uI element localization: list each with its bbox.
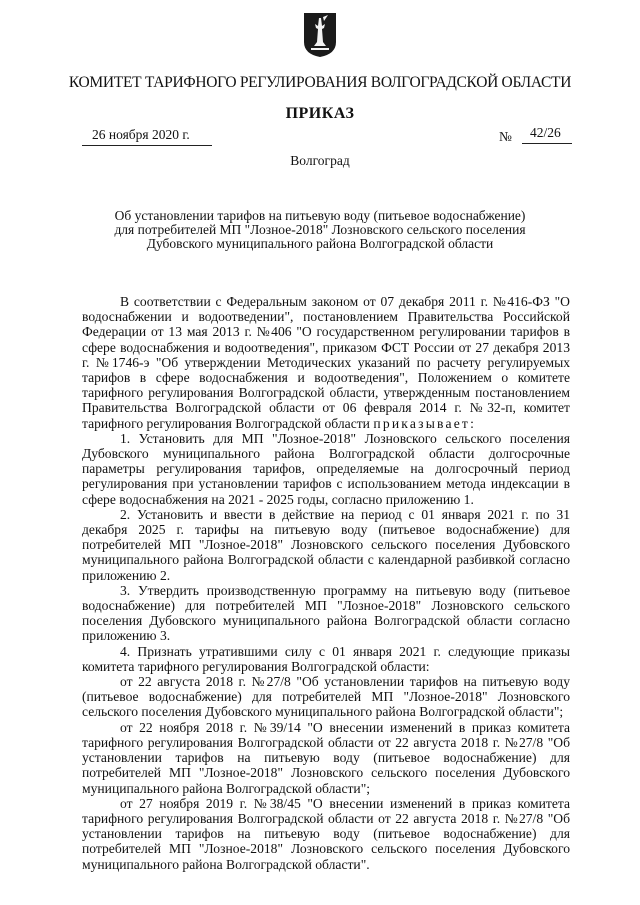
number-sign: № [499, 129, 512, 144]
order-item-4: 4. Признать утратившими силу с 01 января 2021 г. следующие приказы комитета тарифного регулирования Волгоградской области: [82, 643, 570, 674]
order-item-3: 3. Утвердить производственную программу на питьевую воду (питьевое водоснабжение) для потребителей МП "Лозное-2018" Лозновского сельского поселения Дубовского муниципального района Волгоградской области согласно приложению 3. [82, 582, 570, 644]
organization-name: КОМИТЕТ ТАРИФНОГО РЕГУЛИРОВАНИЯ ВОЛГОГРАДСКОЙ ОБЛАСТИ [68, 74, 572, 91]
preamble-paragraph [82, 294, 570, 431]
document-body [82, 294, 570, 872]
document-title [60, 209, 580, 251]
document-city: Волгоград [290, 153, 350, 168]
revoked-order-1: от 22 августа 2018 г. №27/8 "Об установлении тарифов на питьевую воду (питьевое водоснабжение) для потребителей МП "Лозное-2018" Лозновского сельского поселения Дубовского муниципального района Волгоградской области"; [82, 674, 570, 720]
document-type: ПРИКАЗ [285, 105, 355, 122]
revoked-order-2: от 22 ноября 2018 г. №39/14 "О внесении изменений в приказ комитета тарифного регулирования Волгоградской области от 22 августа 2018 г. №27/8 "Об установлении тарифов на питьевую воду (питьевое водоснабжение) для потребителей МП "Лозное-2018" Лозновского сельского поселения Дубовского муниципального района Волгоградской области"; [82, 719, 570, 796]
title-line: Об установлении тарифов на питьевую воду (питьевое водоснабжение) [114, 208, 526, 223]
orders-word: приказывает: [373, 415, 477, 431]
order-item-2: 2. Установить и ввести в действие на период с 01 января 2021 г. по 31 декабря 2025 г. тарифы на питьевую воду (питьевое водоснабжение) для потребителей МП "Лозное-2018" Лозновского сельского поселения Дубовского муниципального района Волгоградской области с календарной разбивкой согласно приложению 2. [82, 506, 570, 583]
document-date: 26 ноября 2020 г. [92, 127, 190, 142]
order-item-1: 1. Установить для МП "Лозное-2018" Лозновского сельского поселения Дубовского муниципального района Волгоградской области долгосрочные параметры регулирования тарифов, определяемые на долгосрочный период регулирования при установлении тарифов с использованием метода индексации в сфере водоснабжения на 2021 - 2025 годы, согласно приложению 1. [82, 430, 570, 507]
title-line: Дубовского муниципального района Волгоградской области [146, 236, 494, 251]
revoked-order-3: от 27 ноября 2019 г. №38/45 "О внесении изменений в приказ комитета тарифного регулирования Волгоградской области от 22 августа 2018 г. №27/8 "Об установлении тарифов на питьевую воду (питьевое водоснабжение) для потребителей МП "Лозное-2018" Лозновского сельского поселения Дубовского муниципального района Волгоградской области". [82, 795, 570, 872]
title-line: для потребителей МП "Лозное-2018" Лозновского сельского поселения [114, 222, 526, 237]
document-number: 42/26 [530, 125, 561, 140]
coat-of-arms-emblem [303, 12, 337, 58]
date-underline [82, 145, 212, 146]
preamble-text: В соответствии с Федеральным законом от 07 декабря 2011 г. №416-ФЗ "О водоснабжении и водоотведении", постановлением Правительства Российской Федерации от 13 мая 2013 г. №406 "О государственном регулировании тарифов в сфере водоснабжения и водоотведения", приказом ФСТ России от 27 декабря 2013 г. №1746-э "Об утверждении Методических указаний по расчету регулируемых тарифов в сфере водоснабжения и водоотведения", Положением о комитете тарифного регулирования Волгоградской области, утвержденным постановлением Правительства Волгоградской области от 06 февраля 2014 г. №32-п, комитет тарифного регулирования Волгоградской области [82, 294, 570, 431]
number-underline [522, 143, 572, 144]
